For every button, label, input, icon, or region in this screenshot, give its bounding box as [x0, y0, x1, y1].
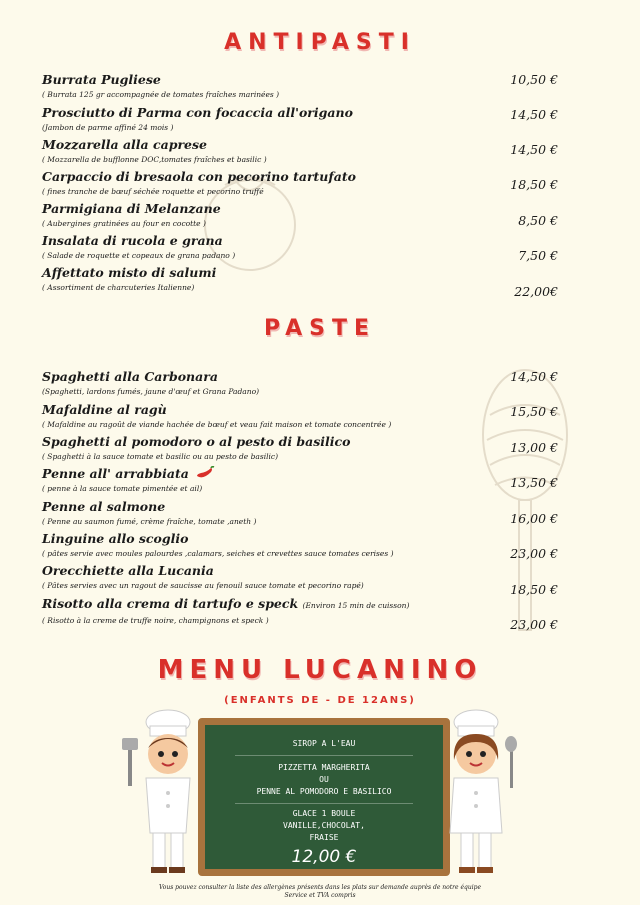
- dish-description: ( Mafaldine au ragoût de viande hachée de bœuf et veau fait maison et tomate concentrée ): [42, 420, 392, 429]
- menu-item: [42, 265, 562, 293]
- dish-name-text: Risotto alla crema di tartufo e speck: [42, 596, 299, 611]
- dish-description: (Spaghetti, lardons fumés, jaune d'œuf et Grana Padano): [42, 387, 260, 396]
- dish-price: 14,50 €: [510, 107, 558, 122]
- dish-name: Parmigiana di Melanzane: [42, 201, 221, 216]
- menu-item: [42, 137, 562, 165]
- dish-price: 18,50 €: [510, 177, 558, 192]
- menu-item: [42, 499, 562, 527]
- kids-menu-price: 12,00 €: [291, 847, 357, 867]
- menu-item: [42, 72, 562, 100]
- service-note: Service et TVA compris: [284, 892, 356, 899]
- chili-pepper-icon: [195, 466, 215, 480]
- chef-girl-illustration: [444, 708, 524, 878]
- dish-description: ( Risotto à la creme de truffe noire, champignons et speck ): [42, 616, 269, 625]
- menu-item: [42, 531, 562, 559]
- dish-name: Affettato misto di salumi: [42, 265, 217, 280]
- menu-item: [42, 466, 562, 494]
- dish-description: ( fines tranche de bœuf séchée roquette et pecorino truffé: [42, 187, 264, 196]
- dish-name: Mozzarella alla caprese: [42, 137, 207, 152]
- dish-price: 22,00€: [514, 284, 558, 299]
- menu-item: [42, 169, 562, 197]
- menu-item: [42, 402, 562, 430]
- menu-item: [42, 369, 562, 397]
- dish-price: 14,50 €: [510, 369, 558, 384]
- allergen-note: Vous pouvez consulter la liste des allergènes présents dans les plats sur demande auprès de notre équipe: [158, 884, 482, 891]
- dish-price: 7,50 €: [518, 248, 558, 263]
- board-drink: SIROP A L'EAU: [292, 739, 356, 748]
- dish-description: ( Penne au saumon fumé, crème fraîche, tomate ,aneth ): [42, 517, 257, 526]
- dish-price: 23,00 €: [510, 617, 558, 632]
- menu-subtitle: (ENFANTS DE - DE 12ANS): [224, 695, 416, 706]
- dish-description: ( Pâtes servies avec un ragout de saucisse au fenouil sauce tomate et pecorino rapé): [42, 581, 364, 590]
- dish-description: ( Mozzarella de bufflonne DOC,tomates fraîches et basilic ): [42, 155, 267, 164]
- menu-item: [42, 434, 562, 462]
- dish-description: ( penne à la sauce tomate pimentée et ail): [42, 484, 203, 493]
- dish-description: ( Assortiment de charcuteries Italienne): [42, 283, 195, 292]
- dish-description: ( Salade de roquette et copeaux de grana padano ): [42, 251, 236, 260]
- dish-name-text: Penne all' arrabbiata: [42, 466, 189, 481]
- board-dessert-2: VANILLE,CHOCOLAT,: [283, 821, 365, 830]
- dish-name: Insalata di rucola e grana: [42, 233, 223, 248]
- dish-price: 8,50 €: [518, 213, 558, 228]
- board-dessert-1: GLACE 1 BOULE: [292, 809, 356, 818]
- menu-item: [42, 596, 562, 626]
- board-main-1: PIZZETTA MARGHERITA: [278, 763, 370, 772]
- board-divider: [235, 803, 413, 804]
- board-dessert-3: FRAISE: [309, 833, 339, 842]
- menu-item: [42, 563, 562, 591]
- cooking-note: (Environ 15 min de cuisson): [302, 601, 410, 610]
- dish-price: 10,50 €: [510, 72, 558, 87]
- dish-name: Carpaccio di bresaola con pecorino tartufato: [42, 169, 356, 184]
- dish-name: Mafaldine al ragù: [42, 402, 167, 417]
- dish-description: ( Burrata 125 gr accompagnée de tomates fraîches marinées ): [42, 90, 280, 99]
- dish-price: 14,50 €: [510, 142, 558, 157]
- chef-boy-illustration: [120, 708, 200, 878]
- dish-price: 13,50 €: [510, 475, 558, 490]
- footer-note: [0, 884, 640, 900]
- dish-description: (Jambon de parme affiné 24 mois ): [42, 123, 174, 132]
- dish-description: ( pâtes servie avec moules palourdes ,calamars, seiches et crevettes sauce tomates cerises ): [42, 549, 394, 558]
- dish-price: 16,00 €: [510, 511, 558, 526]
- dish-description: ( Aubergines gratinées au four en cocotte ): [42, 219, 206, 228]
- section-title-paste: PASTE: [263, 316, 376, 341]
- section-title-antipasti: ANTIPASTI: [224, 30, 416, 55]
- dish-price: 15,50 €: [510, 404, 558, 419]
- dish-description: ( Spaghetti à la sauce tomate et basilic ou au pesto de basilic): [42, 452, 279, 461]
- dish-name: [42, 466, 562, 482]
- board-main-or: OU: [319, 775, 329, 784]
- menu-item: [42, 201, 562, 229]
- dish-name: Penne al salmone: [42, 499, 166, 514]
- dish-name: Spaghetti alla Carbonara: [42, 369, 218, 384]
- dish-name: Linguine allo scoglio: [42, 531, 189, 546]
- menu-item: [42, 105, 562, 133]
- dish-price: 13,00 €: [510, 440, 558, 455]
- dish-name: Spaghetti al pomodoro o al pesto di basilico: [42, 434, 351, 449]
- dish-name: Orecchiette alla Lucania: [42, 563, 214, 578]
- dish-price: 23,00 €: [510, 546, 558, 561]
- dish-name: Burrata Pugliese: [42, 72, 161, 87]
- dish-name: [42, 596, 562, 614]
- kids-menu-chalkboard: [198, 718, 450, 876]
- section-title-menu-lucanino: MENU LUCANINO: [157, 655, 483, 685]
- dish-price: 18,50 €: [510, 582, 558, 597]
- board-divider: [235, 755, 413, 756]
- menu-item: [42, 233, 562, 261]
- board-main-2: PENNE AL POMODORO E BASILICO: [256, 787, 392, 796]
- dish-name: Prosciutto di Parma con focaccia all'origano: [42, 105, 353, 120]
